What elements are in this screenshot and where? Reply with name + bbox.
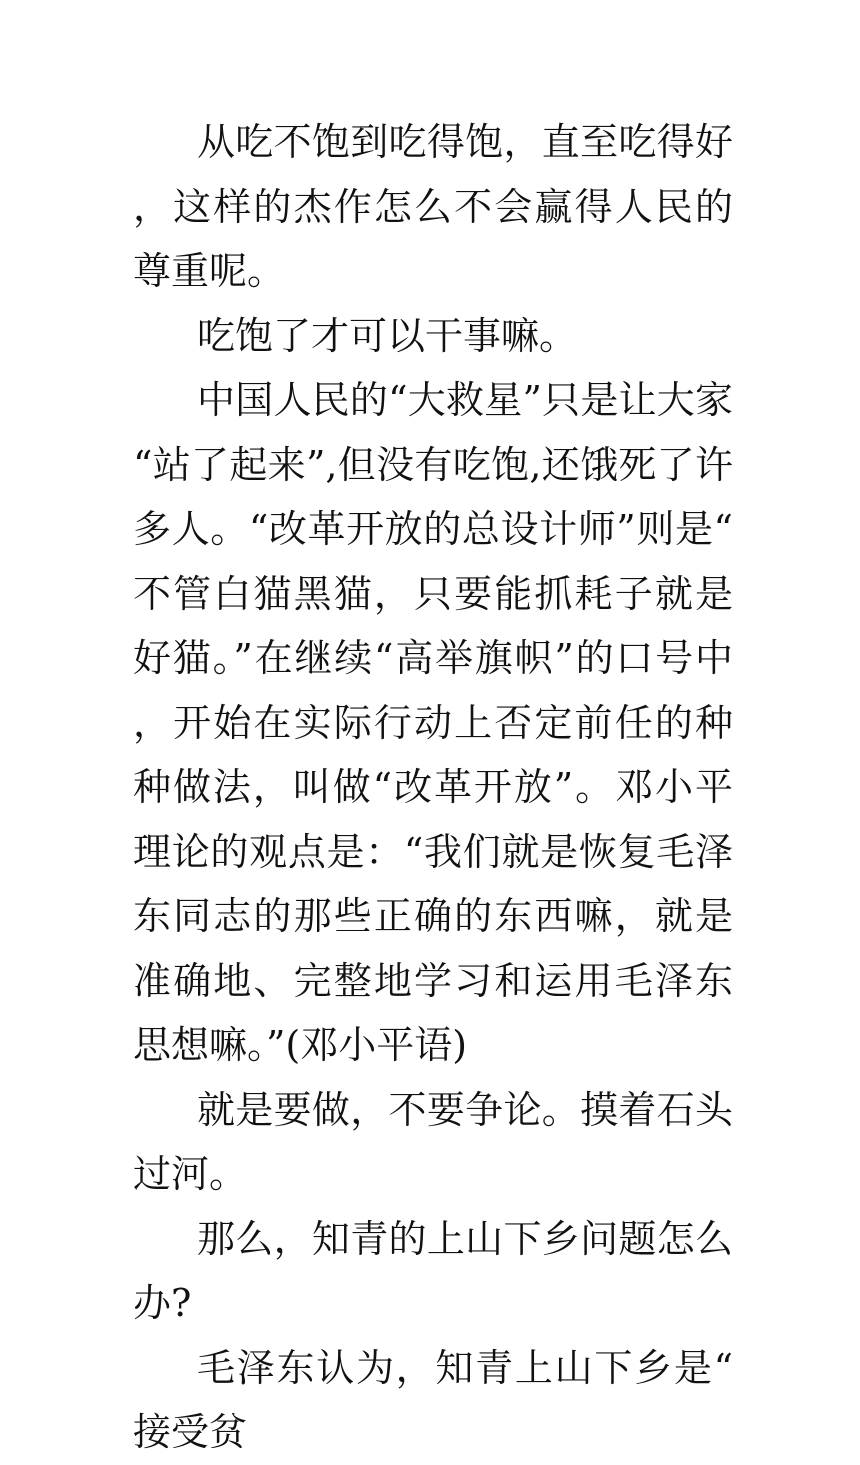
- paragraph-2: 吃饱了才可以干事嘛。: [197, 313, 578, 358]
- paragraph-3: 中国人民的“大救星”只是让大家“站了起来”,但没有吃饱,还饿死了许多人。“改革开放的总设计师”则是“不管白猫黑猫，只要能抓耗子就是好猫。”在继续“高举旗帜”的口号中，开始在实际行动上否定前任的种种做法，叫做“改革开放”。邓小平理论的观点是：“我们就是恢复毛泽东同志的那些正确的东西嘛，就是准确地、完整地学习和运用毛泽东思想嘛。”(邓小平语): [133, 378, 733, 1067]
- paragraph-4: 就是要做，不要争论。摸着石头过河。: [133, 1087, 733, 1196]
- paragraph-1: 从吃不饱到吃得饱，直至吃得好，这样的杰作怎么不会赢得人民的尊重呢。: [133, 120, 733, 293]
- paragraph-5: 那么，知青的上山下乡问题怎么办?: [133, 1216, 733, 1325]
- body-text: [133, 110, 733, 1465]
- paragraph-6: 毛泽东认为，知青上山下乡是“接受贫: [133, 1345, 733, 1454]
